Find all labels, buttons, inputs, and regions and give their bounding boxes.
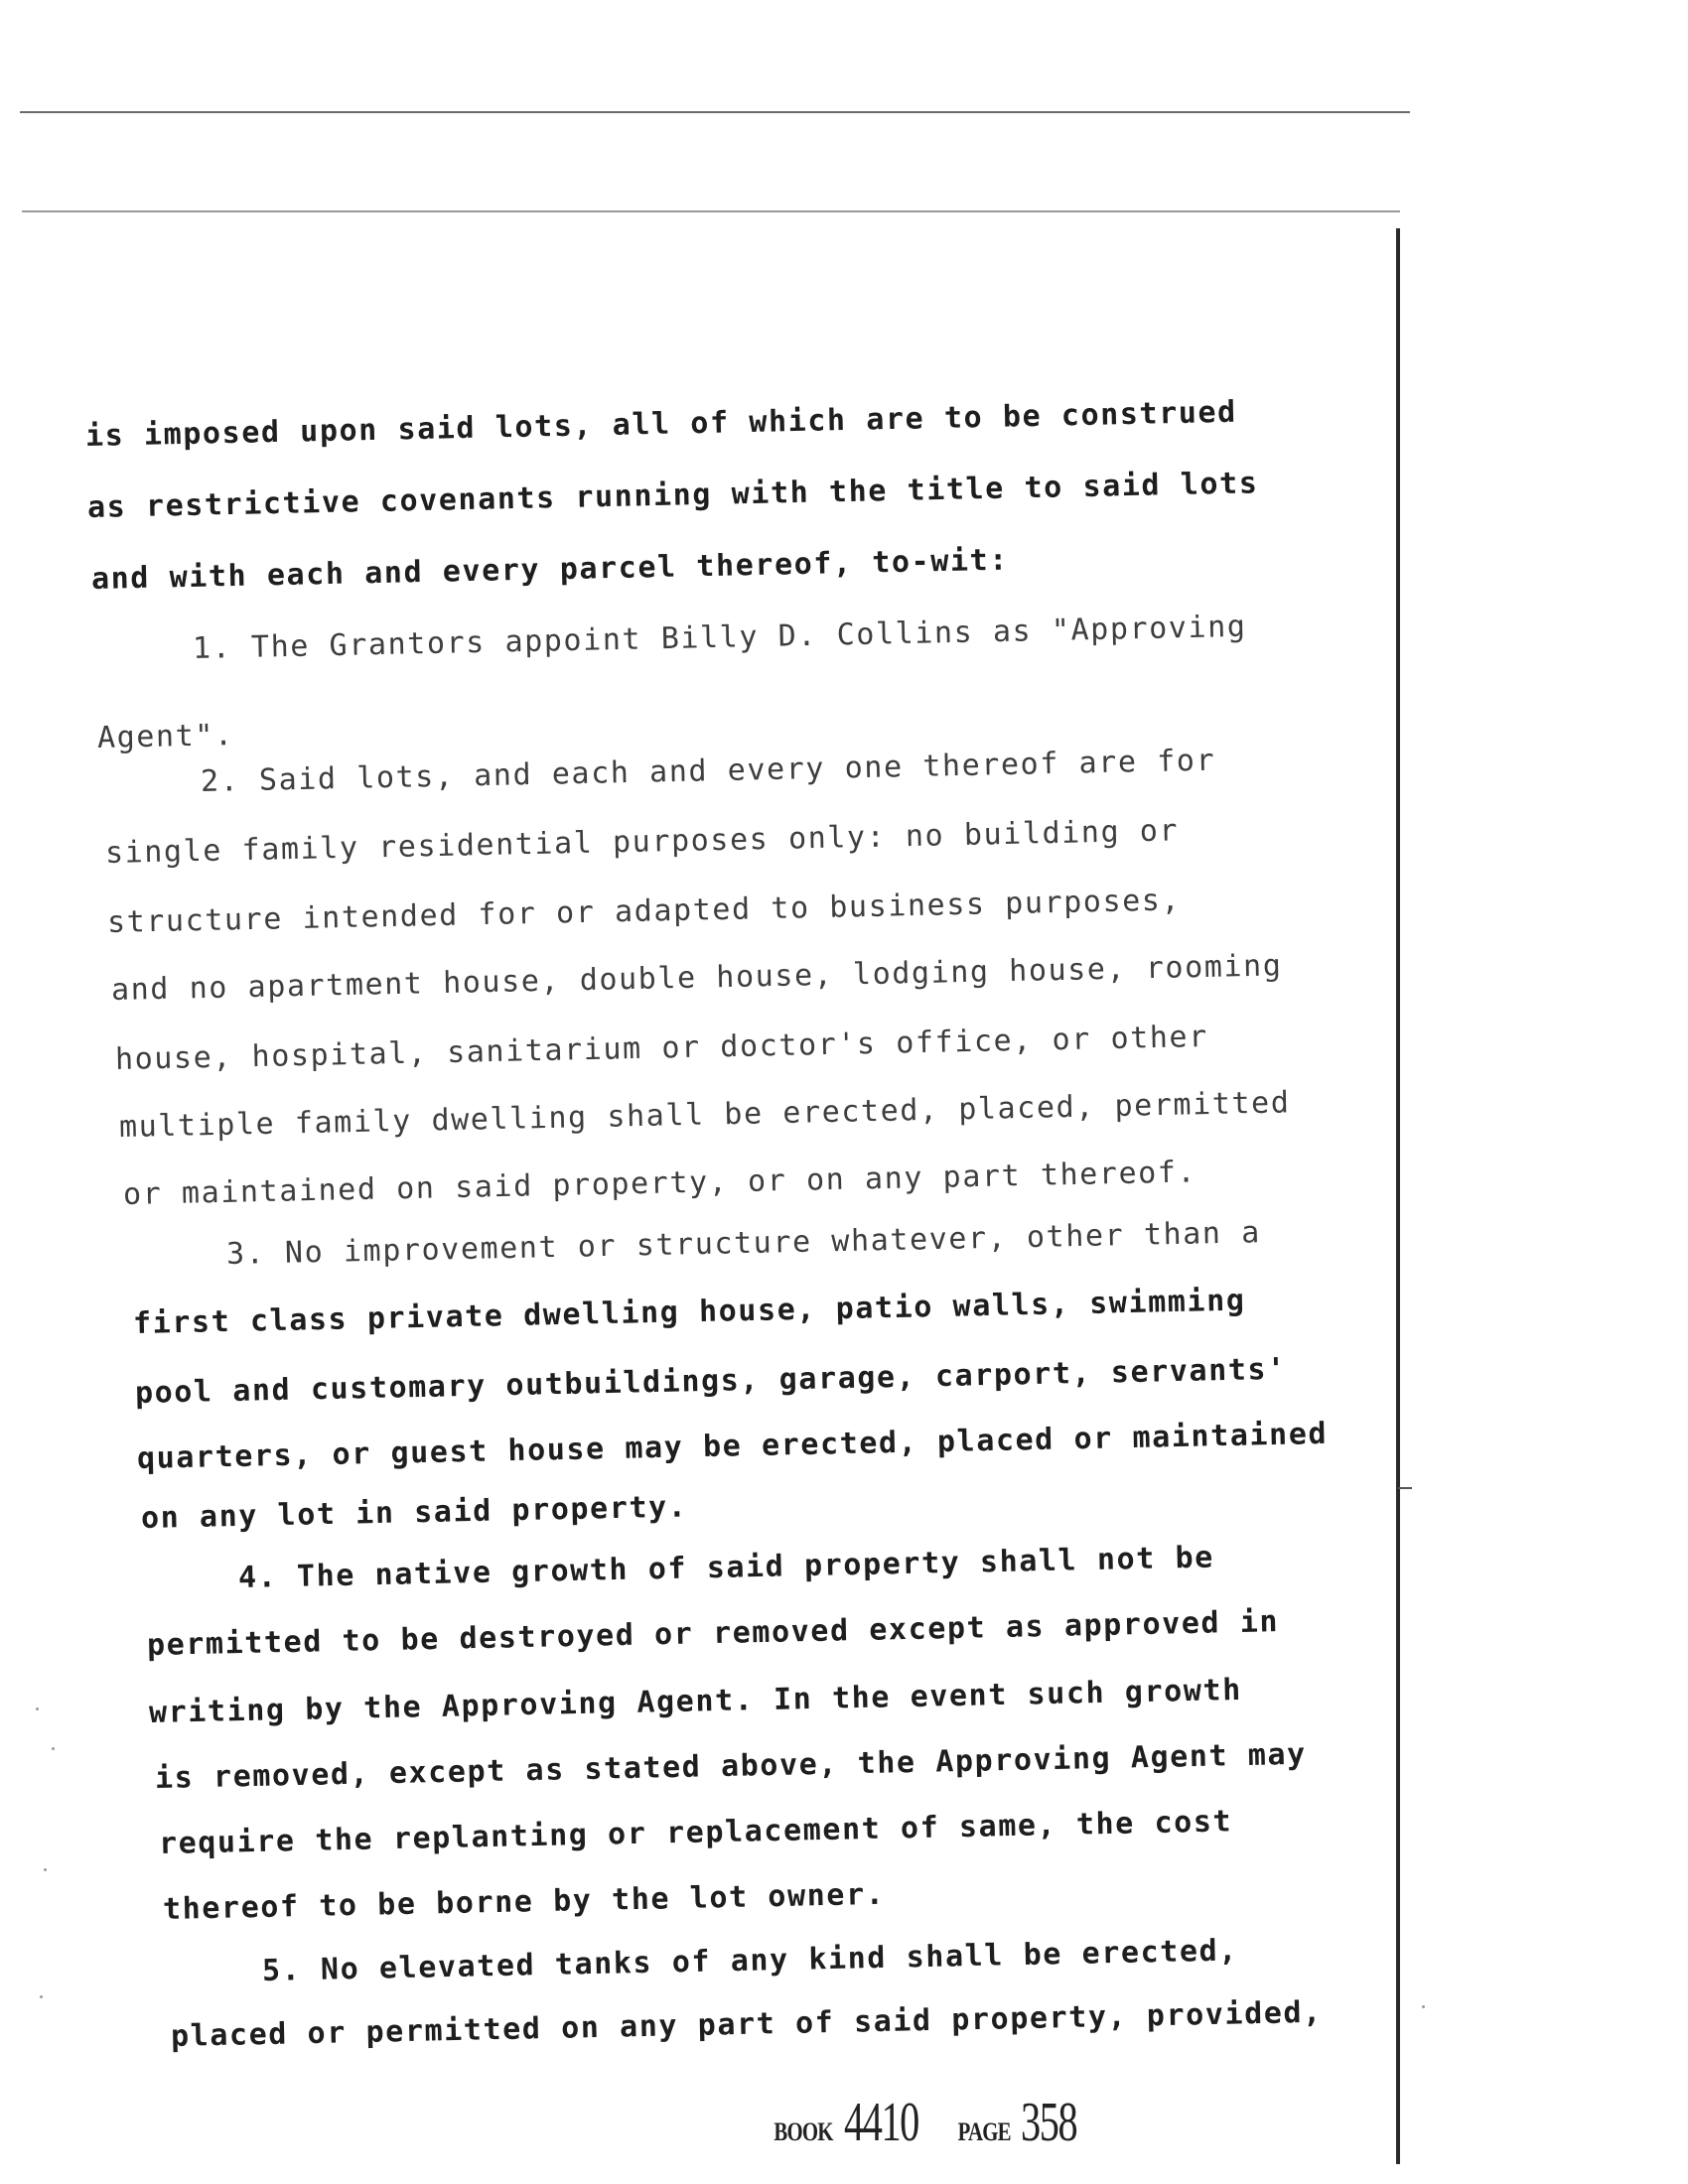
body-line: Agent". — [96, 718, 234, 755]
body-line: thereof to be borne by the lot owner. — [162, 1876, 886, 1927]
page-number: 358 — [1021, 2092, 1077, 2153]
book-number: 4410 — [844, 2092, 918, 2153]
body-line: 4. The native growth of said property shall not be — [237, 1540, 1215, 1595]
body-line: on any lot in said property. — [140, 1489, 688, 1536]
body-line: first class private dwelling house, patio walls, swimming — [132, 1283, 1246, 1341]
body-line: house, hospital, sanitarium or doctor's office, or other — [114, 1019, 1209, 1077]
book-label: BOOK — [774, 2117, 833, 2146]
body-line: or maintained on said property, or on any part thereof. — [122, 1155, 1197, 1212]
body-line: as restrictive covenants running with the title to said lots — [86, 466, 1259, 525]
body-line: multiple family dwelling shall be erected, placed, permitted — [118, 1085, 1291, 1145]
body-line: is imposed upon said lots, all of which are to be construed — [84, 394, 1238, 454]
body-line: structure intended for or adapted to business purposes, — [106, 883, 1182, 940]
body-line: 5. No elevated tanks of any kind shall be erected, — [261, 1933, 1239, 1988]
body-line: require the replanting or replacement of same, the cost — [158, 1804, 1233, 1861]
body-line: 1. The Grantors appoint Billy D. Collins as "Approving — [192, 609, 1247, 666]
body-line: single family residential purposes only: no building or — [104, 813, 1180, 871]
body-line: 2. Said lots, and each and every one thereof are for — [200, 743, 1216, 799]
body-line: and no apartment house, double house, lodging house, rooming — [110, 948, 1283, 1008]
body-line: and with each and every parcel thereof, to-wit: — [90, 542, 1010, 597]
body-line: writing by the Approving Agent. In the event such growth — [148, 1672, 1243, 1730]
body-line: 3. No improvement or structure whatever, other than a — [225, 1215, 1262, 1272]
body-line: pool and customary outbuildings, garage, carport, servants' — [134, 1351, 1288, 1411]
body-line: permitted to be destroyed or removed except as approved in — [146, 1604, 1280, 1663]
body-line: is removed, except as stated above, the Approving Agent may — [154, 1736, 1308, 1796]
body-line: placed or permitted on any part of said property, provided, — [170, 1994, 1324, 2054]
book-page-stamp — [767, 2091, 1098, 2154]
page-label: PAGE — [957, 2117, 1011, 2146]
body-line: quarters, or guest house may be erected, placed or maintained — [136, 1416, 1329, 1476]
